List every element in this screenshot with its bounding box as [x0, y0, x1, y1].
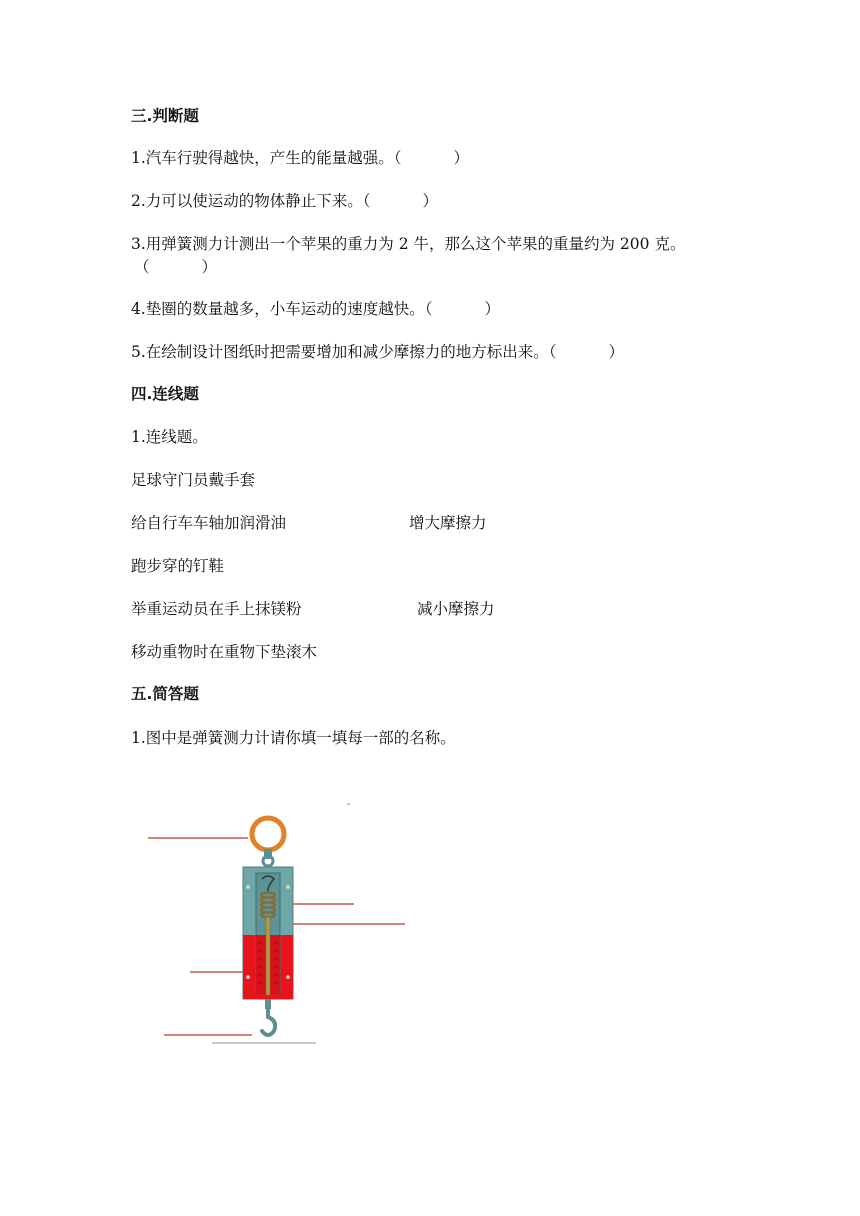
close-paren: ） [608, 343, 625, 361]
question-4-1: 1.连线题。 [131, 428, 208, 446]
match-right-item[interactable]: 增大摩擦力 [409, 514, 487, 532]
question-3-1 [131, 147, 469, 169]
question-text: 4.垫圈的数量越多，小车运动的速度越快。（ [131, 300, 433, 318]
question-text: 2.力可以使运动的物体静止下来。（ [131, 192, 371, 210]
pointer-rod [266, 917, 270, 995]
close-paren: ） [484, 300, 501, 318]
close-paren: ） [201, 258, 218, 276]
match-left-item[interactable]: 跑步穿的钉鞋 [131, 557, 225, 575]
question-text: 1.汽车行驶得越快，产生的能量越强。（ [131, 149, 402, 167]
ring-icon [252, 818, 284, 850]
question-3-3: 3.用弹簧测力计测出一个苹果的重力为 2 牛，那么这个苹果的重量约为 200 克。 [131, 235, 686, 253]
section-4-title: 四.连线题 [131, 385, 199, 403]
match-left-item[interactable]: 足球守门员戴手套 [131, 471, 256, 489]
question-text: 5.在绘制设计图纸时把需要增加和减少摩擦力的地方标出来。（ [131, 343, 557, 361]
close-paren: ） [422, 192, 439, 210]
caption-mark: - [347, 799, 351, 810]
match-right-item[interactable]: 减小摩擦力 [417, 600, 495, 618]
question-3-4 [131, 298, 500, 320]
question-5-1: 1.图中是弹簧测力计请你填一填每一部的名称。 [131, 729, 456, 747]
match-left-item[interactable]: 举重运动员在手上抹镁粉 [131, 600, 302, 618]
section-3-title: 三.判断题 [131, 107, 199, 125]
hook-icon [262, 1009, 275, 1035]
match-left-item[interactable]: 给自行车车轴加润滑油 [131, 514, 287, 532]
spring-scale-figure [140, 795, 430, 1059]
spring-scale-illustration [140, 795, 430, 1055]
question-3-5 [131, 341, 624, 363]
question-3-3-blank [134, 256, 217, 278]
question-3-2 [131, 190, 438, 212]
match-left-item[interactable]: 移动重物时在重物下垫滚木 [131, 643, 318, 661]
open-paren: （ [134, 258, 150, 276]
close-paren: ） [453, 149, 470, 167]
section-5-title: 五.简答题 [131, 685, 199, 703]
